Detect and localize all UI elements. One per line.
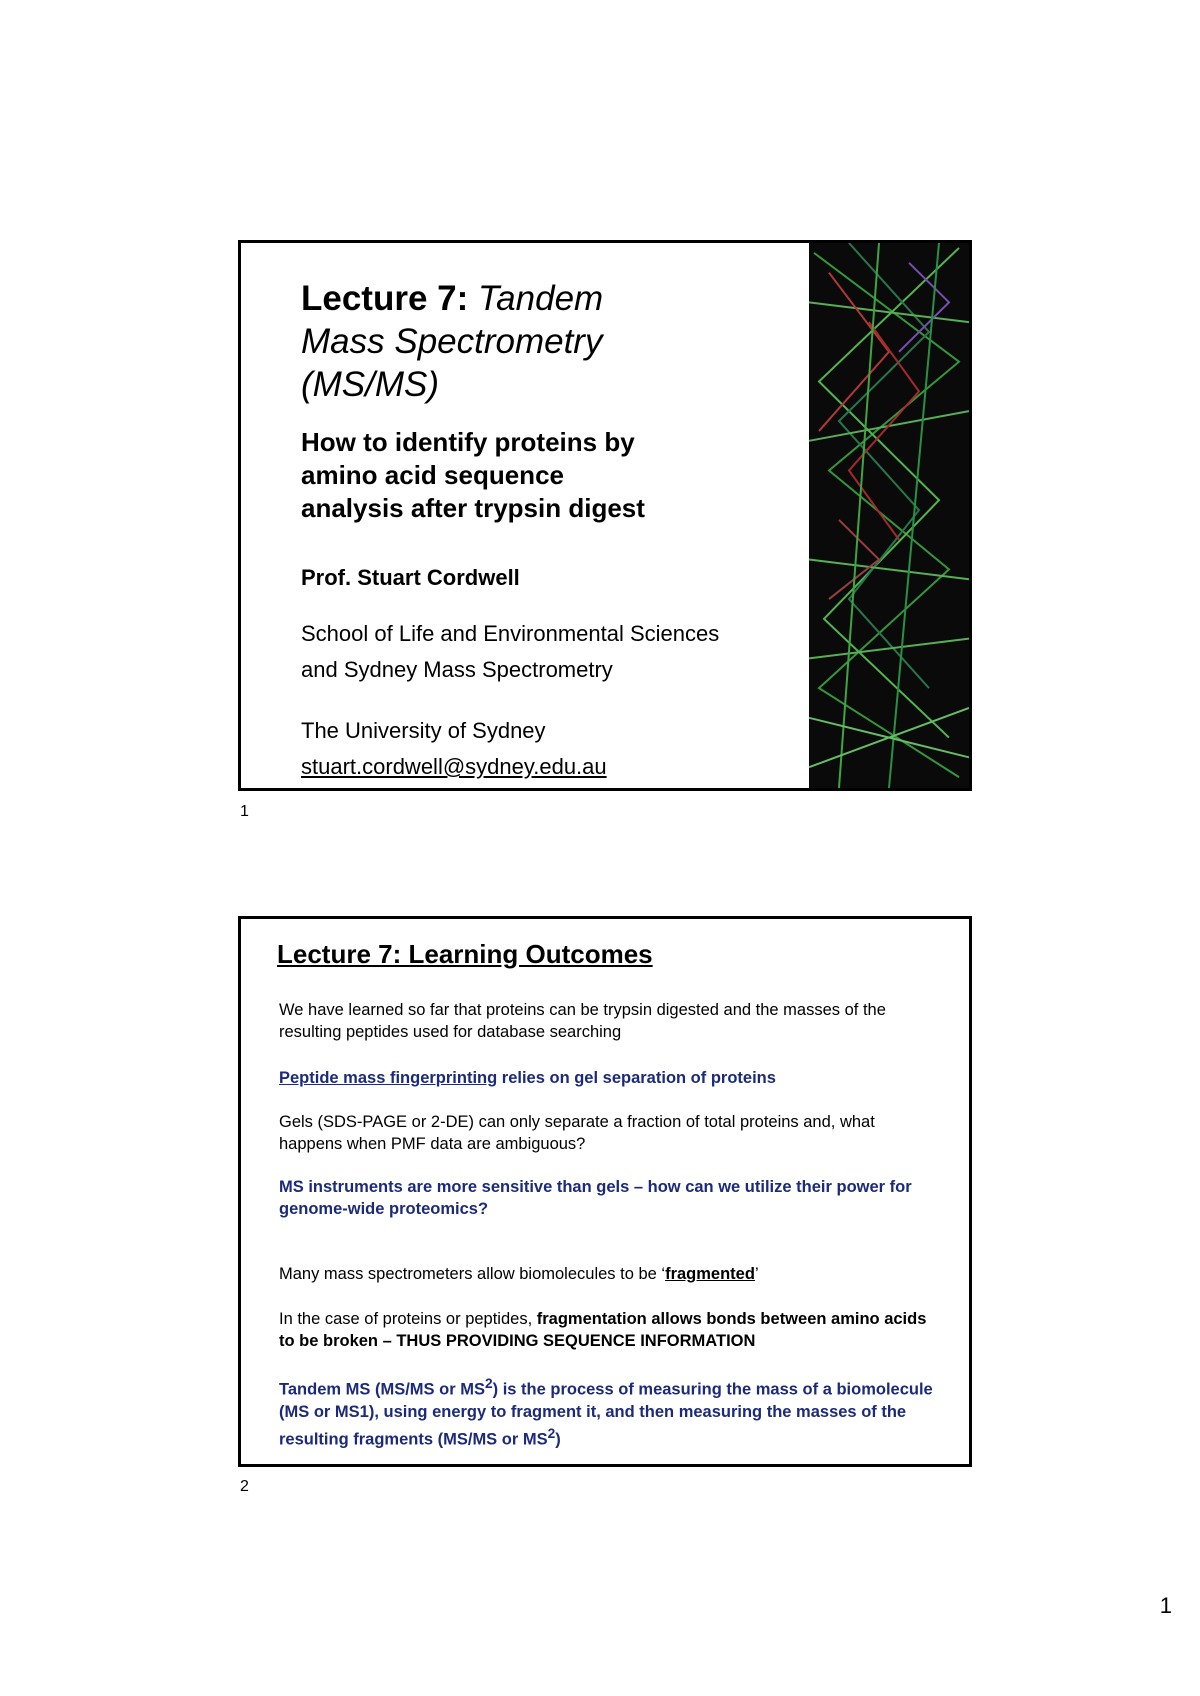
- slide-1-number: 1: [240, 803, 249, 820]
- pmf-term: Peptide mass fingerprinting: [279, 1069, 498, 1087]
- slide-1-subtitle: [301, 426, 721, 525]
- university-name: The University of Sydney: [301, 718, 546, 743]
- paragraph-6: [279, 1308, 939, 1352]
- school-line-1: School of Life and Environmental Sciences: [301, 621, 720, 646]
- paragraph-2: [279, 1067, 939, 1089]
- title-part-3: (MS/MS): [301, 365, 440, 404]
- page-number: 1: [1159, 1593, 1172, 1618]
- superscript-1: 2: [484, 1376, 493, 1391]
- subtitle-line-1: How to identify proteins by: [301, 427, 635, 457]
- paragraph-2-rest: relies on gel separation of proteins: [497, 1069, 776, 1087]
- paragraph-6-pre: In the case of proteins or peptides,: [279, 1310, 537, 1328]
- paragraph-4: MS instruments are more sensitive than gels – how can we utilize their power for genome-wide proteomics?: [279, 1178, 912, 1218]
- paragraph-6-bold: fragmentation allows bonds between amino acids to be broken – THUS PROVIDING SEQUENCE INFORMATION: [279, 1310, 927, 1350]
- title-lecture-number: Lecture 7:: [301, 279, 469, 318]
- paragraph-5-post: ’: [754, 1265, 759, 1283]
- fragmented-term: fragmented: [665, 1265, 755, 1283]
- slide-1: [238, 240, 972, 791]
- subtitle-line-2: amino acid sequence: [301, 460, 564, 490]
- paragraph-7: [279, 1373, 939, 1450]
- author-name: Prof. Stuart Cordwell: [301, 565, 520, 590]
- superscript-2: 2: [547, 1425, 556, 1441]
- slide-2-heading: Lecture 7: Learning Outcomes: [277, 939, 653, 969]
- title-part-1: Tandem: [478, 279, 604, 318]
- slide-1-title: [301, 277, 721, 406]
- paragraph-7-a: Tandem MS (MS/MS or MS: [279, 1380, 485, 1399]
- paragraph-5: [279, 1263, 939, 1285]
- slide-2: [238, 916, 972, 1467]
- author-affiliation: [301, 616, 719, 688]
- school-line-2: and Sydney Mass Spectrometry: [301, 657, 613, 682]
- paragraph-3: Gels (SDS-PAGE or 2-DE) can only separate a fraction of total proteins and, what happens when PMF data are ambiguous?: [279, 1113, 875, 1153]
- title-part-2: Mass Spectrometry: [301, 322, 603, 361]
- slide-2-number: 2: [240, 1478, 249, 1495]
- paragraph-5-pre: Many mass spectrometers allow biomolecules to be ‘: [279, 1265, 666, 1283]
- paragraph-7-b: ) is the process of measuring the mass of a biomolecule (MS or MS1), using energy to fragment it, and then measuring the masses of the resulting fragments (MS/MS or MS: [279, 1380, 933, 1448]
- decorative-image: [809, 243, 969, 788]
- subtitle-line-3: analysis after trypsin digest: [301, 493, 645, 523]
- paragraph-1: We have learned so far that proteins can be trypsin digested and the masses of the resulting peptides used for database searching: [279, 1001, 886, 1041]
- email-link[interactable]: stuart.cordwell@sydney.edu.au: [301, 754, 607, 779]
- university-block: [301, 713, 607, 785]
- paragraph-7-c: ): [555, 1430, 561, 1448]
